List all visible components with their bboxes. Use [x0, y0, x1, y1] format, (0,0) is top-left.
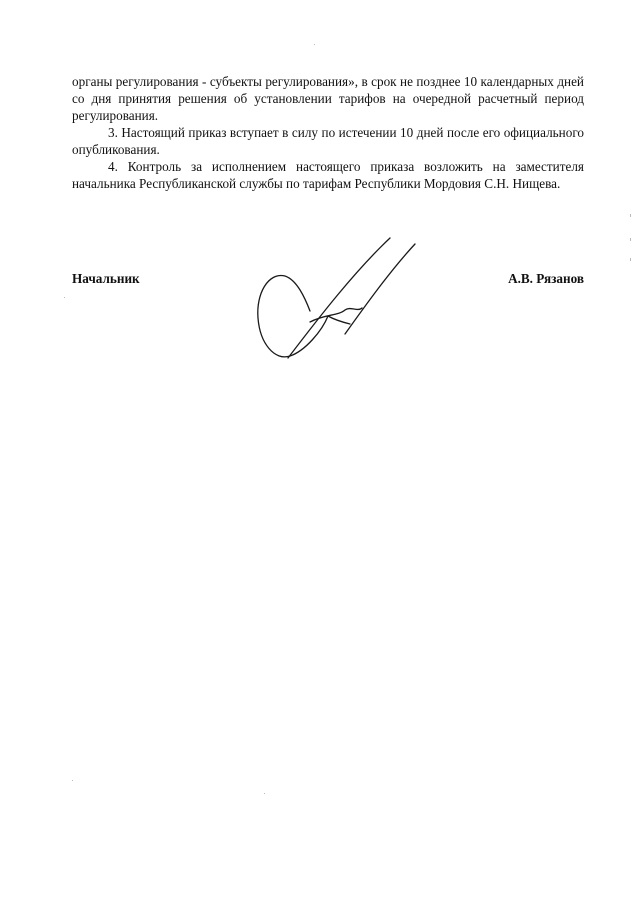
handwritten-signature — [250, 236, 425, 366]
signatory-name: А.В. Рязанов — [508, 271, 584, 286]
paragraph-1: органы регулирования - субъекты регулирования», в срок не позднее 10 календарных дней со дня принятия решения об установлении тарифов на очередной расчетный период регулирования. — [72, 74, 584, 123]
paragraph-item-3: 3. Настоящий приказ вступает в силу по истечении 10 дней после его официального опубликования. — [72, 125, 584, 157]
paragraph-item-4: 4. Контроль за исполнением настоящего приказа возложить на заместителя начальника Республиканской службы по тарифам Республики Мордовия С.Н. Нищева. — [72, 159, 584, 191]
scan-speck — [630, 238, 631, 241]
document-body — [72, 73, 584, 192]
scan-speck — [630, 214, 631, 217]
scan-speck — [630, 258, 631, 261]
scan-speck — [264, 793, 265, 794]
scan-speck — [72, 780, 73, 781]
signatory-title: Начальник — [72, 271, 140, 286]
scan-speck — [314, 44, 315, 45]
scan-speck — [64, 297, 65, 298]
